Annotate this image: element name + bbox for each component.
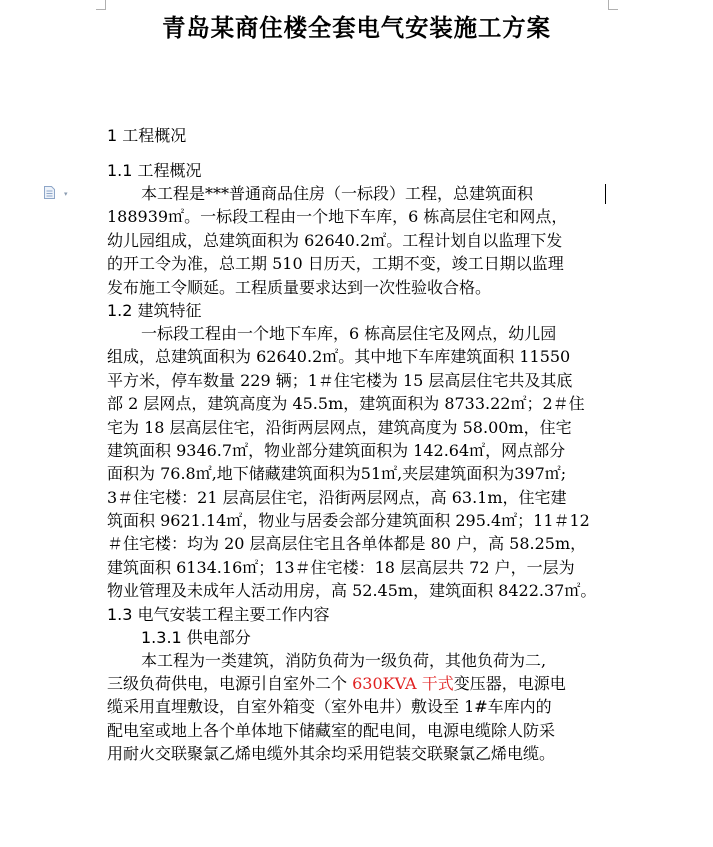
paragraph-line: 188939㎡。一标段工程由一个地下车库，6 栋高层住宅和网点， [107,207,568,227]
paragraph-line: 组成，总建筑面积为 62640.2㎡。其中地下车库建筑面积 11550 [107,347,571,367]
paragraph-line: 面积为 76.8㎡,地下储藏建筑面积为51㎡,夹层建筑面积为397㎡; [107,464,567,484]
document-title: 青岛某商住楼全套电气安装施工方案 [162,13,551,42]
text-cursor [605,184,606,204]
document-body [107,124,609,766]
paragraph-line: 发布施工令顺延。工程质量要求达到一次性验收合格。 [107,277,492,297]
dropdown-arrow-icon[interactable]: ▾ [64,190,68,198]
heading-1-2: 1.2 建筑特征 [107,300,202,320]
text-run: 变压器，电源电 [453,674,566,694]
paragraph-line: 宅为 18 层高层住宅，沿街两层网点，建筑高度为 58.00m，住宅 [107,417,572,437]
paragraph-line: 建筑面积 9346.7㎡，物业部分建筑面积为 142.64㎡，网点部分 [107,440,566,460]
paragraph-line: 幼儿园组成，总建筑面积为 62640.2㎡。工程计划自以监理下发 [107,230,563,250]
paragraph-line-highlighted [107,672,609,695]
paragraph-line: 建筑面积 6134.16㎡；13＃住宅楼：18 层高层共 72 户，一层为 [107,557,575,577]
paragraph-line: 3＃住宅楼：21 层高层住宅，沿街两层网点，高 63.1m，住宅建 [107,487,567,507]
paragraph-1-3-1 [107,649,609,766]
paragraph-line: 平方米，停车数量 229 辆；1＃住宅楼为 15 层高层住宅共及其底 [107,370,573,390]
paragraph-line: 部 2 层网点，建筑高度为 45.5m，建筑面积为 8733.22㎡；2＃住 [107,394,585,414]
paragraph-line: ＃住宅楼：均为 20 层高层住宅且各单体都是 80 户，高 58.25m， [107,534,587,554]
paragraph-line: 物业管理及未成年人活动用房，高 52.45m，建筑面积 8422.37㎡。 [107,581,597,601]
paragraph-line: 配电室或地上各个单体地下储藏室的配电间，电源电缆除人防采 [107,720,556,740]
document-icon[interactable] [44,186,55,199]
paragraph-1-1 [107,182,609,299]
paragraph-line: 本工程为一类建筑，消防负荷为一级负荷，其他负荷为二, [141,650,547,670]
heading-1-1: 1.1 工程概况 [107,161,202,180]
paragraph-line: 筑面积 9621.14㎡，物业与居委会部分建筑面积 295.4㎡；11＃12 [107,511,590,531]
heading-1-3: 1.3 电气安装工程主要工作内容 [107,604,330,624]
paragraph-line: 本工程是***普通商品住房（一标段）工程，总建筑面积 [141,184,534,203]
heading-1-3-1: 1.3.1 供电部分 [141,627,251,647]
heading-1: 1 工程概况 [107,126,187,145]
paragraph-line: 用耐火交联聚氯乙烯电缆外其余均采用铠装交联聚氯乙烯电缆。 [107,744,556,764]
highlighted-text: 630KVA 干式 [352,674,454,694]
paragraph-1-2 [107,322,609,603]
paragraph-line: 缆采用直埋敷设，自室外箱变（室外电井）敷设至 1#车库内的 [107,697,552,717]
text-run: 三级负荷供电，电源引自室外二个 [107,674,353,694]
paragraph-line: 的开工令为准，总工期 510 日历天，工期不变，竣工日期以监理 [107,254,564,274]
paragraph-line: 一标段工程由一个地下车库，6 栋高层住宅及网点，幼儿园 [141,323,557,343]
